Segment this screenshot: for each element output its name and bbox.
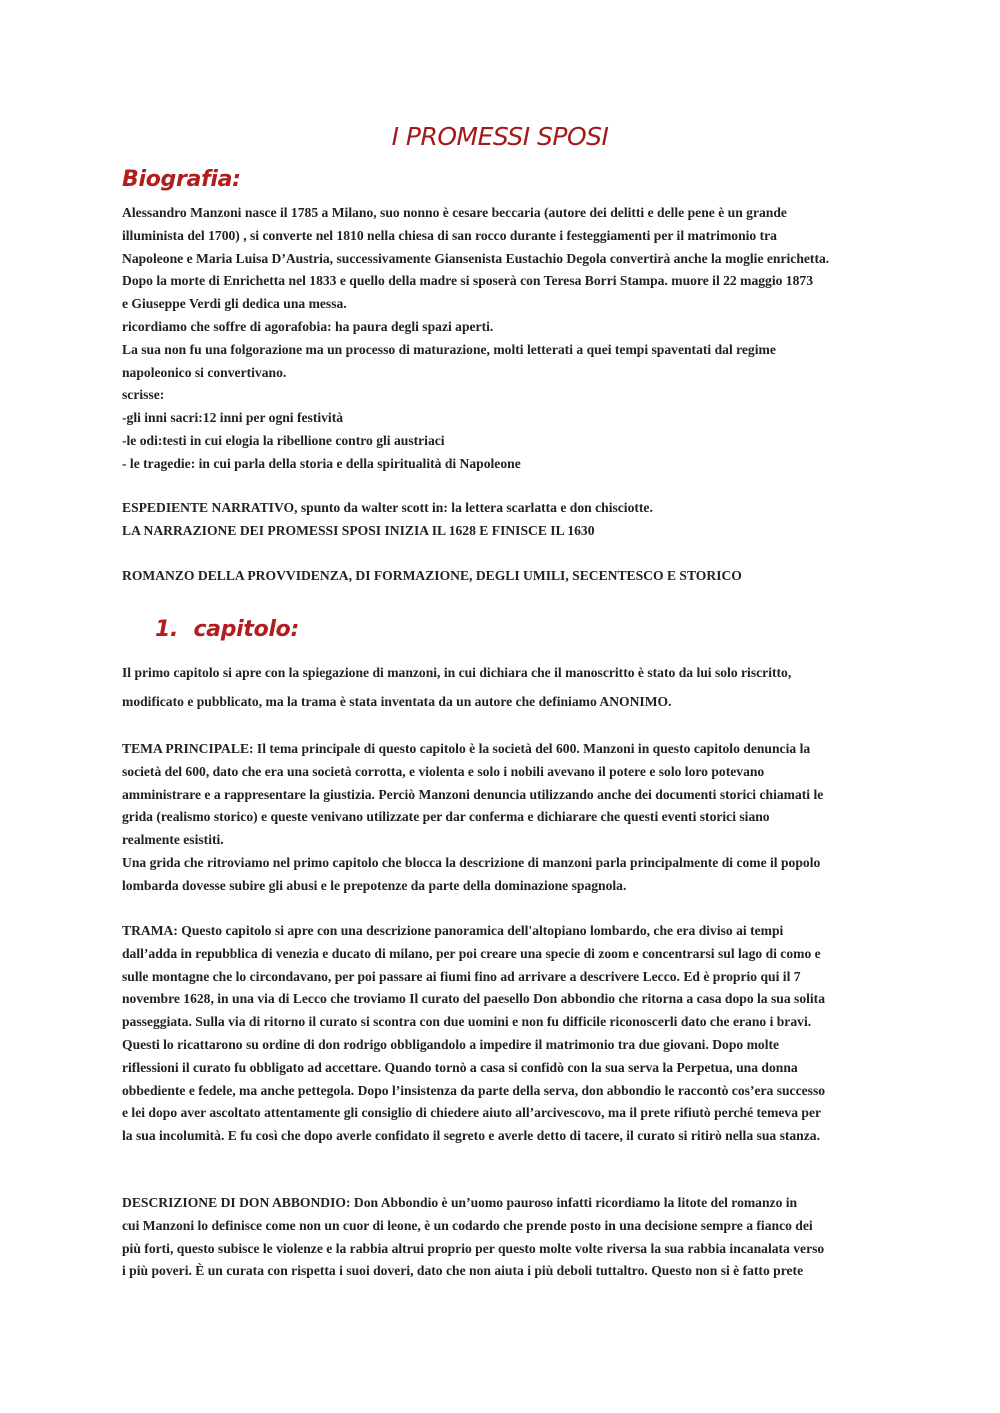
text-line: TRAMA: Questo capitolo si apre con una descrizione panoramica dell'altopiano lombardo, che era diviso ai tempi [122, 923, 784, 938]
text-line: riflessioni il curato fu obbligato ad accettare. Quando tornò a casa si confidò con la sua serva la Perpetua, una donna [122, 1059, 798, 1075]
capitolo-title: capitolo: [193, 617, 299, 642]
text-line: napoleonico si convertivano. [122, 364, 287, 380]
text-line: Una grida che ritroviamo nel primo capitolo che blocca la descrizione di manzoni parla principalmente di come il popolo [122, 854, 821, 870]
text-line: realmente esistiti. [122, 832, 224, 848]
espediente-paragraph [122, 497, 890, 543]
text-line: modificato e pubblicato, ma la trama è stata inventata da un autore che definiamo ANONIMO. [122, 693, 672, 709]
text-line: amministrare e a rappresentare la giustizia. Perciò Manzoni denuncia utilizzando anche dei documenti storici chiamati le [122, 786, 824, 802]
romanzo-line [122, 565, 890, 588]
text-line: sulle montagne che lo circondavano, per poi passare ai fiumi fino ad arrivare a descrivere Lecco. Ed è proprio qui il 7 [122, 968, 801, 984]
capitolo-intro-paragraph [122, 662, 890, 720]
text-line: ricordiamo che soffre di agorafobia: ha paura degli spazi aperti. [122, 318, 494, 334]
text-line: ROMANZO DELLA PROVVIDENZA, DI FORMAZIONE, DEGLI UMILI, SECENTESCO E STORICO [122, 568, 742, 583]
text-line: Dopo la morte di Enrichetta nel 1833 e quello della madre si sposerà con Teresa Borri Stampa. muore il 22 maggio 1873 [122, 273, 813, 289]
capitolo-number: 1. [155, 617, 179, 642]
text-line: illuminista del 1700) , si converte nel 1810 nella chiesa di san rocco durante i festeggiamenti per il matrimonio tra [122, 227, 777, 243]
don-abbondio-paragraph [122, 1192, 890, 1283]
text-line: novembre 1628, in una via di Lecco che troviamo Il curato del paesello Don abbondio che ritorna a casa dopo la sua solita [122, 991, 825, 1007]
text-line: - le tragedie: in cui parla della storia e della spiritualità di Napoleone [122, 455, 521, 471]
text-line: passeggiata. Sulla via di ritorno il curato si scontra con due uomini e non fu difficile riconoscerli dato che erano i bravi. [122, 1014, 812, 1030]
trama-paragraph [122, 920, 890, 1148]
tema-principale-paragraph [122, 738, 890, 898]
biografia-paragraph [122, 202, 890, 476]
document-title: I PROMESSI SPOSI [391, 122, 609, 151]
text-line: i più poveri. È un curata con rispetta i suoi doveri, dato che non aiuta i più deboli tuttaltro. Questo non si è fatto prete [122, 1263, 804, 1279]
text-line: la sua incolumità. E fu così che dopo averle confidato il segreto e averle detto di tacere, il curato si ritirò nella sua stanza. [122, 1128, 820, 1144]
biografia-heading: Biografia: [122, 167, 241, 192]
text-line: Alessandro Manzoni nasce il 1785 a Milano, suo nonno è cesare beccaria (autore dei delitti e delle pene è un grande [122, 205, 787, 220]
text-line: e Giuseppe Verdi gli dedica una messa. [122, 296, 347, 312]
text-line: scrisse: [122, 387, 165, 403]
text-line: DESCRIZIONE DI DON ABBONDIO: Don Abbondio è un’uomo pauroso infatti ricordiamo la litote del romanzo in [122, 1195, 798, 1210]
text-line: dall’adda in repubblica di venezia e ducato di milano, per poi creare una specie di zoom e concentrarsi sul lago di como e [122, 945, 821, 961]
text-line: ESPEDIENTE NARRATIVO, spunto da walter scott in: la lettera scarlatta e don chisciotte. [122, 500, 653, 515]
text-line: Questi lo ricattarono su ordine di don rodrigo obbligandolo a impedire il matrimonio tra due giovani. Dopo molte [122, 1036, 780, 1052]
text-line: Napoleone e Maria Luisa D’Austria, successivamente Giansenista Eustachio Degola convertirà anche la moglie enrichetta. [122, 250, 830, 266]
text-line: LA NARRAZIONE DEI PROMESSI SPOSI INIZIA IL 1628 E FINISCE IL 1630 [122, 522, 595, 538]
text-line: Il primo capitolo si apre con la spiegazione di manzoni, in cui dichiara che il manoscritto è stato da lui solo riscritto, [122, 665, 792, 680]
text-line: grida (realismo storico) e queste venivano utilizzate per dar conferma e dichiarare che questi eventi storici siano [122, 809, 770, 825]
text-line: società del 600, dato che era una società corrotta, e violenta e solo i nobili avevano il potere e solo loro potevano [122, 763, 765, 779]
text-line: -gli inni sacri:12 inni per ogni festività [122, 410, 344, 426]
capitolo-heading [155, 617, 299, 642]
text-line: e lei dopo aver ascoltato attentamente gli consiglio di chiedere aiuto all’arcivescovo, ma il prete rifiutò perché temeva per [122, 1105, 822, 1121]
text-line: più forti, questo subisce le violenze e la rabbia altrui proprio per questo molte volte riversa la sua rabbia incanalata verso [122, 1240, 825, 1256]
text-line: lombarda dovesse subire gli abusi e le prepotenze da parte della dominazione spagnola. [122, 877, 627, 893]
text-line: obbediente e fedele, ma anche pettegola. Dopo l’insistenza da parte della serva, don abbondio le raccontò cos’era successo [122, 1082, 826, 1098]
text-line: cui Manzoni lo definisce come non un cuor di leone, è un codardo che prende posto in una decisione sempre a fianco dei [122, 1217, 813, 1233]
text-line: TEMA PRINCIPALE: Il tema principale di questo capitolo è la società del 600. Manzoni in questo capitolo denuncia la [122, 741, 811, 756]
text-line: -le odi:testi in cui elogia la ribellione contro gli austriaci [122, 432, 445, 448]
text-line: La sua non fu una folgorazione ma un processo di maturazione, molti letterati a quei tempi spaventati dal regime [122, 341, 776, 357]
